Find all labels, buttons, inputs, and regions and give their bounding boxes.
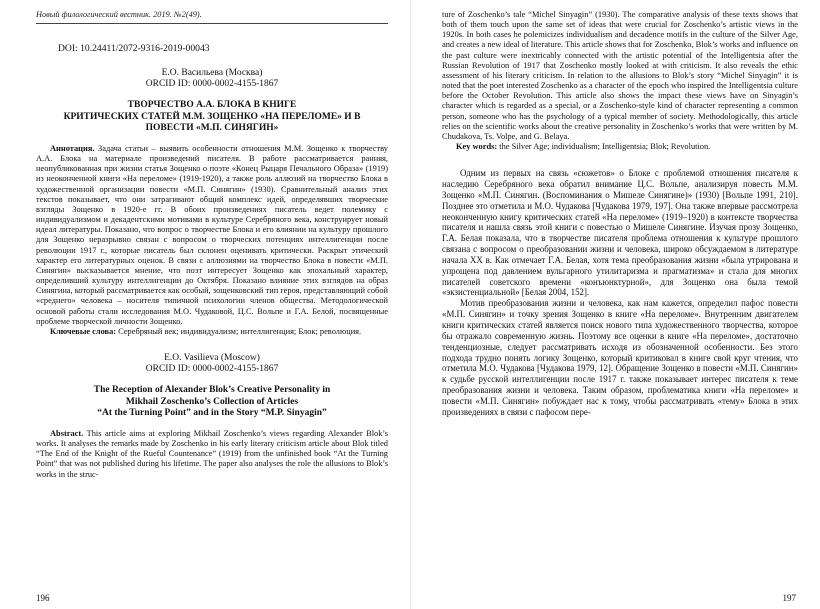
keywords-ru-label: Ключевые слова: [50,326,117,336]
header-rule [36,23,388,24]
body-paragraph: Одним из первых на связь «сюжетов» о Блоке с проблемой отношения писателя к наследию Серебряного века обратил внимание Ц.С. Вольпе, анализируя повесть М.М. Зощенко «М.П. Синягин. (Воспоминания о Мишеле Синягине)» (1930) [Вольпе 1991, 210]. Позднее это отметила и М.О. Чудакова [Чудакова 1979, 197]. Она также впервые рассмотрела неоконченную книгу критических статей «На переломе» (1919–1920) в контексте творчества писателя и нашла связь этой книги с повестью о Мишеле Синягине. Изучая прозу Зощенко, Г.А. Белая показала, что в творчестве писателя проблема отношения к культуре прошлого связана с вопросом о преобразовании жизни и человека, широко обсуждаемом в литературе начала XX в. Как отмечает Г.А. Белая, хотя тема преобразования жизни «была утрирована и упрощена под давлением вульгарного утилитаризма и прагматизма» и стала для многих писателей советского времени «конъюнктурной», для Зощенко она была темой «экзистенциальной» [Белая 2004, 152]. [442,168,798,298]
keywords-en-text: the Silver Age; individualism; Intelligentsia; Blok; Revolution. [497,142,711,152]
author-name-ru: Е.О. Васильева (Москва) [161,68,263,78]
article-title-en [36,385,388,419]
title-en-line: The Reception of Alexander Blok’s Creative Personality in [93,385,331,396]
abstract-ru-text: Задача статьи – выявить особенности отношения М.М. Зощенко к творчеству А.А. Блока на материале произведений писателя. В работе рассматривается ранняя, неопубликованная при жизни статья Зощенко о поэте «Конец Рыцаря Печального Образа» (1919) из неоконченной книги «На переломе» (1919-1920), а также роль аллюзий на творчество Блока в художественной организации повести «М.П. Синягин» (1930). Сравнительный анализ этих текстов показывает, что они затрагивают общий комплекс идей, определявших творческие взгляды Зощенко в 1920-е гг. В обоих произведениях писатель ведет полемику с индивидуализмом и декадентскими мотивами в культуре Серебряного века, конструирует новый идеал литературы. Показано, что вопрос о творчестве Блока и его влиянии на культуру прошлого для Зощенко неразрывно связан с вопросом о творческих потенциях интеллигенции после революции 1917 г., которые писатель был склонен оценивать критически. Раскрыт этический характер его литературных оценок. В связи с аллюзиями на творчество Блока в повести «М.П. Синягин» высказывается мнение, что поэт интересует Зощенко как эпохальный характер, определивший культуру интеллигенции до Октября. Показано влияние этих взглядов на образ Синягина, который рассматривается как особый, зощенковский тип героя, представляющий собой «среднего» человека – носителя типичной психологии членов общества. Методологической основой работы стали исследования М.О. Чудаковой, Ц.С. Вольпе и Г.А. Белой, посвященные проблеме творческой личности Зощенко. [36,144,388,326]
title-en-line: Mikhail Zoschenko’s Collection of Articles [125,396,299,407]
keywords-en [442,142,798,152]
abstract-ru-label: Аннотация. [50,144,95,154]
keywords-ru [36,327,388,337]
orcid-en: ORCID ID: 0000-0002-4155-1867 [145,364,279,375]
doi: DOI: 10.24411/2072-9316-2019-00043 [58,43,210,54]
abstract-en-continued: ture of Zoschenko’s tale “Michel Sinyagin” (1930). The comparative analysis of these texts shows that both of them touch upon the same set of ideas that were crucial for Zoschenko’s artistic views in the 1920s. In both cases he polemicizes individualism and decadence motifs in the culture of the Silver Age, and creates a new ideal of literature. This article shows that for Zoschenko, Blok’s works and influence on the past culture were inextricably connected with the artistic potential of the Intelligentsia after the Russian Revolution of 1917 that Zoschenko mostly looked at with criticism. It also reveals the ethic assessment of his literary criticism. In relation to the allusions to Blok’s story “Michel Sinyagin” it is noted that the poet interested Zoschenko as a character of the epoch who inspired the Intelligentsia culture before the October Revolution. This article also shows the impact these views have on Sinyagin’s character which is regarded as a special, or a Zoschenko-style kind of character representing a common person, someone who has the psychology of a typical member of society. Methodologically, this article relies on the scientific works about the creative personality in Zoschenko’s works that were written by M. Chudakova, Ts. Volpe, and G. Belaya. [442,10,798,141]
author-block-ru [36,68,388,90]
title-ru-line: ТВОРЧЕСТВО А.А. БЛОКА В КНИГЕ [127,100,297,111]
abstract-en-label: Abstract. [50,429,84,438]
title-ru-line: ПОВЕСТИ «М.П. СИНЯГИН» [145,122,279,133]
page-number-right: 197 [782,593,796,603]
running-head-left: Новый филологический вестник. 2019. №2(49). [36,10,202,19]
title-ru-line: КРИТИЧЕСКИХ СТАТЕЙ М.М. ЗОЩЕНКО «НА ПЕРЕЛОМЕ» И В [63,111,361,122]
page-number-left: 196 [36,593,50,603]
abstract-en-text: This article aims at exploring Mikhail Zoschenko’s views regarding Alexander Blok’s works. It analyses the remarks made by Zoschenko in his early literary criticism article about Blok titled “The End of the Knight of the Rueful Countenance” (1919) from the unfinished book “At the Turning Point” that was not published during his lifetime. The paper also analyses the role the allusions to Blok’s works in the struc- [36,429,388,479]
title-en-line: “At the Turning Point” and in the Story “M.P. Sinyagin” [97,407,327,418]
author-block-en [36,353,388,375]
author-name-en: E.O. Vasilieva (Moscow) [164,352,260,363]
right-page [410,0,820,609]
abstract-ru [36,144,388,327]
keywords-en-label: Key words: [456,142,498,152]
keywords-ru-text: Серебряный век; индивидуализм; интеллигенция; Блок; революция. [116,326,362,336]
orcid-ru: ORCID ID: 0000-0002-4155-1867 [145,79,279,90]
body-paragraph: Мотив преобразования жизни и человека, как нам кажется, определил пафос повести «М.П. Синягин» и точку зрения Зощенко в книге «На переломе». Внутренним двигателем книги критических статей является поиск нового типа художественного творчества, которое бы отражало современную жизнь. Поэтому все оценки в книге «На переломе», достаточно тенденциозные, следует рассматривать исходя из обозначенной особенности. Без этого подхода трудно понять логику Зощенко, который критиковал в книге свой круг чтения, что отметила М.О. Чудакова [Чудакова 1979, 12]. Обращение Зощенко в повести «М.П. Синягин» к судьбе русской интеллигенции после 1917 г. также показывает интерес писателя к теме преобразования жизни и человека. Таким образом, проблематика книги «На переломе» и повести «М.П. Синягин» побуждает нас к тому, чтобы рассматривать «тему» Блока в этих произведениях в связи с пафосом пере- [442,298,798,417]
article-title-ru [36,100,388,134]
abstract-en [36,429,388,480]
